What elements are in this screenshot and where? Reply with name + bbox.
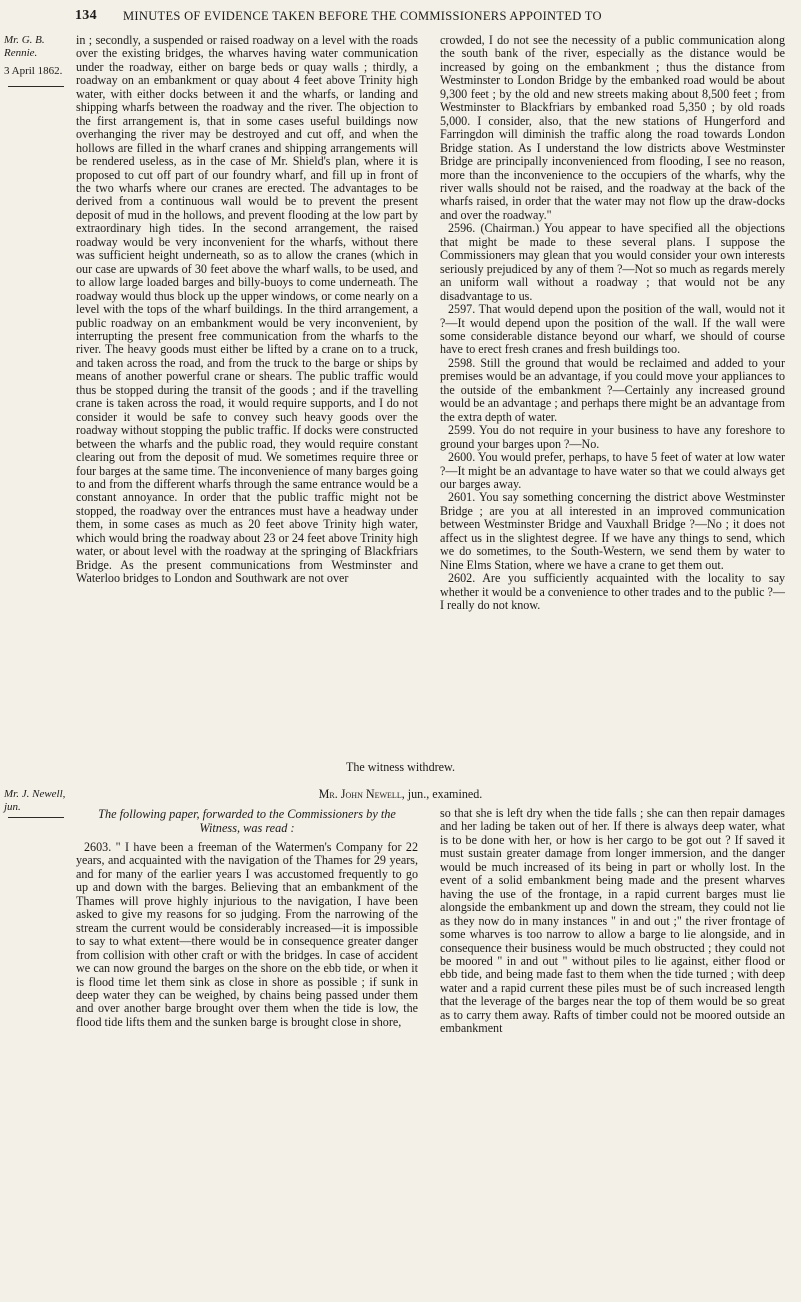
witness1-date: 3 April 1862. [4,65,63,77]
section2-left-column [76,807,418,1029]
question-2596: 2596. (Chairman.) You appear to have specified all the objections that might be made to these several plans. I suppose the Commissioners may glean that you would consider your own interests seriously prejudiced by any of them ?—Not so much as regards merely an uniform wall without a roadway ; that would not be any disadvantage to us. [440,221,785,303]
question-2601: 2601. You say something concerning the district above Westminster Bridge ; are you at all interested in an improved communication between Westminster Bridge and Vauxhall Bridge ?—No ; it does not affect us in the slightest degree. If we have any things to send, which we do sometimes, to the South-Western, we send them by water to Nine Elms Station, where we have a crane to get them out. [440,490,785,572]
question-2603: 2603. " I have been a freeman of the Watermen's Company for 22 years, and acquainted with the navigation of the Thames for 29 years, and for many of the earlier years I was accustomed frequently to go up and down with the barges. Believing that an embankment of the Thames will prove highly injurious to the navigation, I have been asked to give my reasons for so judging. From the narrowing of the stream the current would be considerably increased—it is impossible to say to what extent—there would be in consequence greater danger from collision with other craft or with the bridges. In case of accident we can now ground the barges on the shore on the ebb tide, or when it is flood time let them sink as close in shore as possible ; if sunk in deep water they can be weighed, by chains being passed under them and over another barge brought over them when the tide is low, the flood tide lifts them and the sunken barge is brought close in shore, [76,840,418,1029]
witness2-name: Mr. J. Newell, jun. [4,788,66,813]
witness1-name: Mr. G. B. Rennie. [4,34,45,59]
examined-heading [0,787,801,802]
question-2597: 2597. That would depend upon the position of the wall, would not it ?—It would depend upon the position of the wall. If the wall were some considerable distance beyond our wharf, we should of course have to erect fresh cranes and fresh buildings too. [440,302,785,357]
section1-right-column [440,34,785,612]
section2-right-column [440,807,785,1036]
question-2600: 2600. You would prefer, perhaps, to have 5 feet of water at low water ?—It might be an advantage to have water so that we could always get our barges away. [440,450,785,491]
question-2599: 2599. You do not require in your business to have any foreshore to ground your barges upon ?—No. [440,423,785,451]
question-2598: 2598. Still the ground that would be reclaimed and added to your premises would be an advantage, if you could move your appliances to the outside of the embankment ?—Certainly any increased ground would be an advantage ; and perhaps there might be an advantage from the extra depth of water. [440,355,785,424]
witness-withdrew: The witness withdrew. [345,760,456,774]
examined-suffix: , jun., examined. [401,787,483,801]
section1-left-column [76,34,418,586]
page-number: 134 [75,8,97,23]
running-title: MINUTES OF EVIDENCE TAKEN BEFORE THE COMMISSIONERS APPOINTED TO [123,9,602,23]
paragraph: so that she is left dry when the tide falls ; she can then repair damages and her lading be taken out of her. If there is always deep water, what is to be done with her, or how is her cargo to be got out ? If saved it must sustain greater damage from longer immersion, and the danger would be much increased of its being in part or wholly lost. In the event of a solid embankment being made and the present wharves having the use of the frontage, in a rapid current barges must lie alongside the embankment up and down the stream, they could not lie as they now do in many instances " in and out ;" the river frontage of some wharves is too narrow to allow a barge to lie alongside, and in consequence their business would be much obstructed ; they could not be moored " in and out " without piles to lie against, either flood or ebb tide, and being made fast to them when the tide turned ; with deep water and a rapid current these piles must be of such increased length that the leverage of the barges near the top of them would be so great as to carry them away. Rafts of timber could not be moored outside an embankment [440,806,785,1036]
paper-heading: The following paper, forwarded to the Commissioners by the Witness, was read : [98,807,396,835]
examined-name: Mr. John Newell [318,787,402,801]
paragraph: crowded, I do not see the necessity of a public communication along the south bank of the river, especially as the distance would be increased by going on the embankment ; thus the distance from Westminster to London Bridge by the embanked road would be about 9,300 feet ; by the old and new streets making about 8,500 feet ; from Westminster to Blackfriars by embanked road 5,350 ; by old roads 5,000. I consider, also, that the new stations of Hungerford and Farringdon will diminish the traffic along the road towards London Bridge station. As I understand the low districts above Westminster Bridge are principally inconvenienced from flooding, I see no reason, more than the inconvenience to the occupiers of the wharfs, why the river walls should not be raised, and the roadway at the back of the wharfs raised, in order that the water may not flow up the draw-docks and over the roadway." [440,33,785,222]
margin-rule-2 [8,817,64,818]
margin-note-witness1 [4,34,70,78]
margin-rule-1 [8,86,64,87]
running-header [75,8,795,28]
paragraph: in ; secondly, a suspended or raised roadway on a level with the roads over the existing bridges, the wharves having water communication under the roadway, either on barge beds or quay walls ; thirdly, a roadway on an embankment or quay about 4 feet above Trinity high water, with either docks between it and the wharfs, or landing and shipping wharfs between the roadway and the river. The objection to the first arrangement is, that in some cases useful buildings now overhanging the river may be destroyed and cut off, and when the hollows are filled in the wharf cranes and shipping arrangements will be rendered useless, as in the case of Mr. Shield's plan, where it is proposed to cut off part of our foundry wharf, and fill up in front of the two wharfs where our cranes are erected. The advantages to be derived from a continuous wall would be to prevent the present deposit of mud in the hollows, and prevent flooding at the low part by extraordinary high tides. In the second arrangement, the raised roadway would be very inconvenient for the wharfs, without there was sufficient height underneath, so as to allow the cranes (which in our case are upwards of 30 feet above the wharf walls, to be used, and to allow large loaded barges and billy-buoys to come underneath. The roadway would thus block up the upper windows, or come nearly on a level with the tops of the wharf buildings. In the third arrangement, a public roadway on an embankment would be very inconvenient, by interrupting the present free communication from the wharfs to the river. The heavy goods must either be lifted by a crane on to a truck, and taken across the road, and from the truck to the barge or ships by means of another powerful crane or shears. The public traffic would thus be stopped during the transit of the goods ; and if the travelling crane is taken across the road, it would require supports, and I do not consider it would be safe to convey such heavy goods over the roadway without stopping the public traffic. If docks were constructed between the wharfs and the public road, they would require constant clearing out from the deposit of mud. We sometimes require three or four barges at the same time. The inconvenience of many barges going to and from the different wharfs through the same entrance would be a constant annoyance. In order that the public traffic might not be stopped, the roadway over the entrances must have a headway under them, in some cases as much as 20 feet above Trinity high water, which would bring the roadway about 23 or 24 feet above Trinity high water, or about level with the roadway at the springing of Blackfriars Bridge. As the present communications from Westminster and Waterloo bridges to London and Southwark are not over [76,33,418,586]
question-2602: 2602. Are you sufficiently acquainted with the locality to say whether it would be a convenience to other trades and to the public ?—I really do not know. [440,571,785,613]
